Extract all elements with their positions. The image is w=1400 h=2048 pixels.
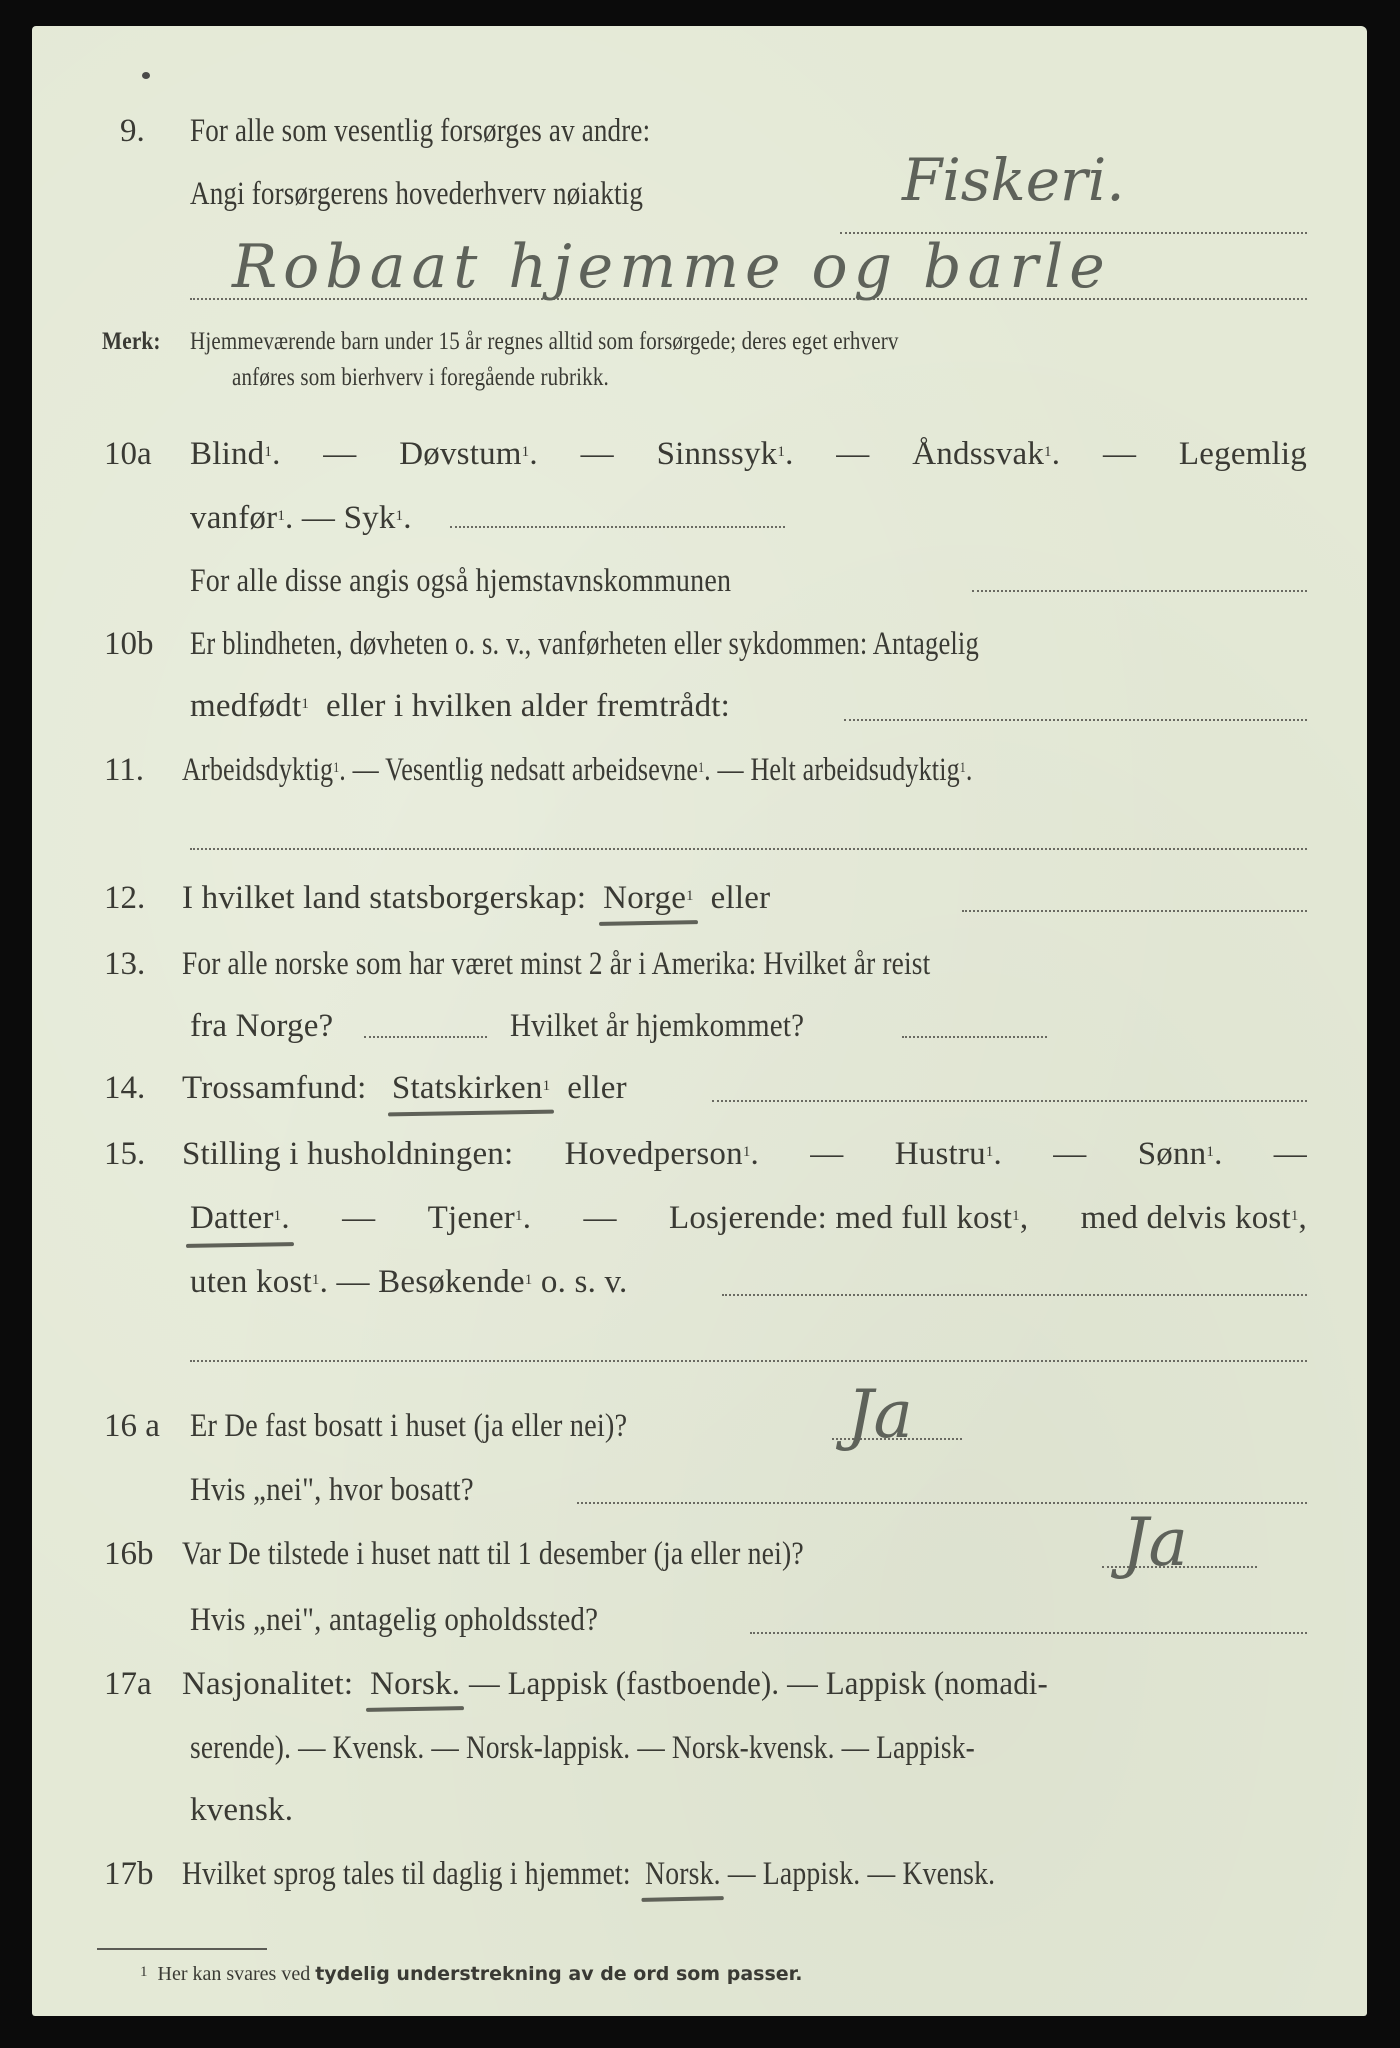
q9-answer-handwritten: Fiskeri. [902, 146, 1125, 214]
option-medfodt[interactable]: medfødt$^1$ [190, 688, 310, 724]
q14-line: Trossamfund: Statskirken$^1$ eller [182, 1070, 627, 1106]
year-returned-field[interactable] [902, 1036, 1047, 1038]
q17a-line2: serende). — Kvensk. — Norsk-lappisk. — Norsk-kvensk. — Lappisk- [190, 1730, 975, 1766]
q17a-line1: Nasjonalitet: Norsk. — Lappisk (fastboende). — Lappisk (nomadi- [182, 1666, 1048, 1702]
option-andssvak[interactable]: Åndssvak$^1$. [912, 436, 1061, 472]
option-delvis-kost[interactable]: med delvis kost$^1$, [1080, 1200, 1307, 1236]
option-udyktig[interactable]: Helt arbeidsudyktig$^1$. [750, 752, 973, 788]
merk-line2: anføres som bierhverv i foregående rubrikk. [232, 364, 609, 391]
footnote-rule [97, 1948, 267, 1950]
q13-number: 13. [104, 946, 146, 982]
q9-line1: For alle som vesentlig forsørges av andre: [190, 113, 651, 149]
option-sinnssyk[interactable]: Sinnssyk$^1$. [656, 436, 794, 472]
q14-field[interactable] [712, 1100, 1307, 1102]
q16a-where-field[interactable] [577, 1502, 1307, 1504]
q16b-line1: Var De tilstede i huset natt til 1 desember (ja eller nei)? [182, 1536, 804, 1572]
option-vanfor[interactable]: vanfør$^1$. [190, 500, 294, 536]
q10a-number: 10a [104, 436, 152, 472]
option-dovstum[interactable]: Døvstum$^1$. [399, 436, 538, 472]
year-left-field[interactable] [364, 1036, 487, 1038]
q11-options: Arbeidsdyktig$^1$. — Vesentlig nedsatt arbeidsevne$^1$. — Helt arbeidsudyktig$^1$. [182, 752, 973, 788]
q9-number: 9. [120, 113, 145, 149]
option-uten-kost[interactable]: uten kost$^1$. [190, 1264, 329, 1300]
q16b-line2: Hvis „nei", antagelig opholdssted? [190, 1602, 599, 1638]
q15-field[interactable] [722, 1294, 1307, 1296]
q11-field[interactable] [190, 848, 1307, 850]
q16a-line1: Er De fast bosatt i huset (ja eller nei)? [190, 1408, 628, 1444]
q9-line2: Angi forsørgerens hovederhverv nøiaktig [190, 176, 644, 212]
q10b-number: 10b [104, 626, 154, 662]
q13-line1: For alle norske som har været minst 2 år i Amerika: Hvilket år reist [182, 946, 931, 982]
q12-line: I hvilket land statsborgerskap: Norge$^1$ eller [182, 880, 771, 916]
option-arbeidsdyktig[interactable]: Arbeidsdyktig$^1$. [182, 752, 346, 788]
option-blind[interactable]: Blind$^1$. [190, 436, 281, 472]
option-tjener[interactable]: Tjener$^1$. [427, 1200, 532, 1236]
q17a-line3: kvensk. [190, 1792, 294, 1828]
option-norsk-language-selected[interactable]: Norsk. [645, 1856, 721, 1892]
q14-number: 14. [104, 1070, 146, 1106]
q16a-number: 16 a [104, 1408, 160, 1444]
option-hovedperson[interactable]: Hovedperson$^1$. [564, 1136, 759, 1172]
q10a-field[interactable] [450, 526, 785, 528]
option-syk[interactable]: Syk$^1$. [343, 500, 412, 536]
option-legemlig[interactable]: Legemlig [1178, 436, 1307, 472]
q16b-where-field[interactable] [750, 1632, 1307, 1634]
q9-answer2-handwritten: Robaat hjemme og barle [232, 232, 1111, 302]
q15-line1: Stilling i husholdningen: Hovedperson$^1$. — Hustru$^1$. — Sønn$^1$. — [182, 1136, 1307, 1172]
q10b-line1: Er blindheten, døvheten o. s. v., vanførheten eller sykdommen: Antagelig [190, 626, 979, 662]
q16a-line2: Hvis „nei", hvor bosatt? [190, 1472, 474, 1508]
q12-number: 12. [104, 880, 146, 916]
q11-number: 11. [104, 752, 145, 788]
census-form-page [32, 26, 1367, 2016]
option-sonn[interactable]: Sønn$^1$. [1137, 1136, 1223, 1172]
q16a-answer-handwritten: Ja [847, 1376, 913, 1453]
q17b-number: 17b [104, 1856, 154, 1892]
option-norge-selected[interactable]: Norge$^1$ [603, 880, 694, 916]
footnote: $^1$ Her kan svares ved tydelig understrekning av de ord som passer. [140, 1963, 803, 1985]
option-nedsatt[interactable]: Vesentlig nedsatt arbeidsevne$^1$. [385, 752, 711, 788]
merk-label: Merk: [102, 328, 161, 355]
q16b-number: 16b [104, 1536, 154, 1572]
q15-line2: Datter$^1$. — Tjener$^1$. — Losjerende: med full kost$^1$, med delvis kost$^1$, [190, 1200, 1307, 1236]
q10b-line2: medfødt$^1$ eller i hvilken alder fremtrådt: [190, 688, 731, 724]
q17b-line: Hvilket sprog tales til daglig i hjemmet: Norsk. — Lappisk. — Kvensk. [182, 1856, 996, 1892]
q10b-field[interactable] [844, 719, 1307, 721]
merk-line1: Hjemmeværende barn under 15 år regnes alltid som forsørgede; deres eget erhverv [190, 328, 899, 355]
q13-line2-b: Hvilket år hjemkommet? [510, 1008, 805, 1044]
q10a-options-line2: vanfør$^1$. — Syk$^1$. [190, 500, 412, 536]
option-norsk-selected[interactable]: Norsk. [370, 1666, 461, 1702]
q15-line3: uten kost$^1$. — Besøkende$^1$ o. s. v. [190, 1264, 628, 1300]
ink-speck [142, 72, 150, 79]
hjemstavnskommune-field[interactable] [972, 590, 1307, 592]
q15-number: 15. [104, 1136, 146, 1172]
q13-line2-a: fra Norge? [190, 1008, 334, 1044]
q16b-answer-handwritten: Ja [1122, 1504, 1188, 1581]
q10a-options-line1: Blind$^1$. — Døvstum$^1$. — Sinnssyk$^1$. — Åndssvak$^1$. — Legemlig [190, 436, 1307, 472]
q12-field[interactable] [962, 910, 1307, 912]
option-besokende[interactable]: Besøkende$^1$ [378, 1264, 533, 1300]
option-statskirken-selected[interactable]: Statskirken$^1$ [391, 1070, 551, 1106]
option-full-kost[interactable]: Losjerende: med full kost$^1$, [669, 1200, 1029, 1236]
option-hustru[interactable]: Hustru$^1$. [894, 1136, 1002, 1172]
q15-field2[interactable] [190, 1360, 1307, 1362]
q17a-number: 17a [104, 1666, 152, 1702]
option-datter-selected[interactable]: Datter$^1$. [190, 1200, 290, 1236]
q10a-line3: For alle disse angis også hjemstavnskommunen [190, 563, 732, 599]
